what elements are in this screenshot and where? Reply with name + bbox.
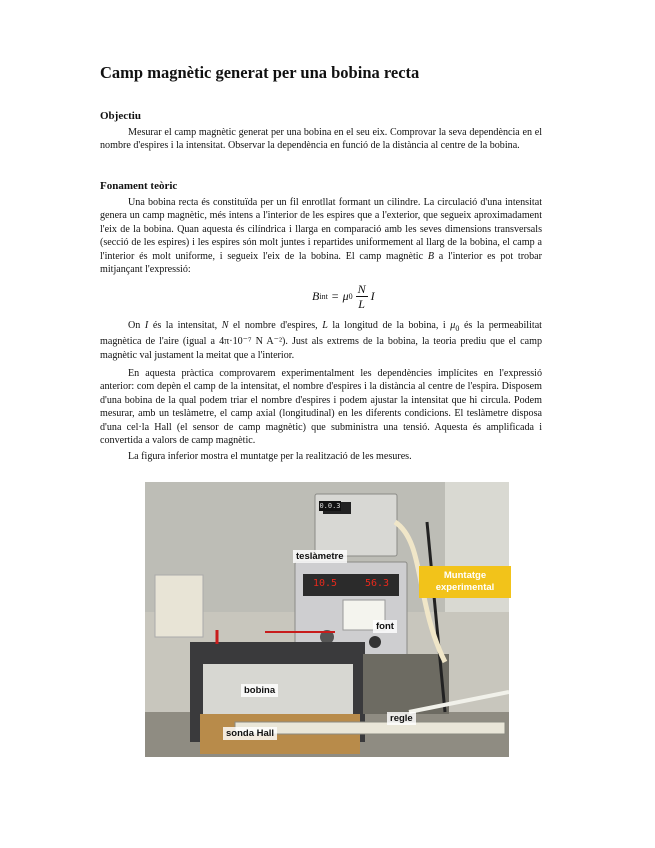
page-title: Camp magnètic generat per una bobina recta: [100, 63, 420, 82]
label-coil: bobina: [241, 684, 278, 697]
objective-heading: Objectiu: [100, 110, 141, 122]
label-teslameter: teslàmetre: [293, 550, 347, 563]
label-ruler: regle: [387, 712, 416, 725]
experimental-setup-photo: [145, 482, 509, 757]
theory-paragraph-3: En aquesta pràctica comprovarem experimentalment les dependències implícites en l'expressió anterior: com depèn el camp de la intensitat, el nombre d'espires i la distància al centre de l'espira. Disposem d'una bobina de la qual podem triar el nombre d'espires i podem ajustar la intensitat que hi circula. Podem mesurar, amb un teslàmetre, el camp axial (longitudinal) en les diferents condicions. El teslàmetre disposa d'una cel·la Hall (el sensor de camp magnètic) que subministra una tensió. Aquesta és amplificada i convertida a valors de camp magnètic.: [100, 368, 542, 447]
theory-paragraph-2: On I és la intensitat, N el nombre d'espires, L la longitud de la bobina, i $\mu_0$ és la permeabilitat magnètica de l'aire (igual a 4π·10⁻⁷ N A⁻²). Just als extrems de la bobina, la teoria prediu que el camp magnètic val justament la meitat que a l'interior.: [100, 320, 542, 361]
setup-illustration: [145, 482, 509, 757]
theory-heading: Fonament teòric: [100, 180, 178, 192]
setup-callout: Muntatge experimental: [419, 566, 511, 598]
teslameter-display: 0.0.3: [319, 502, 341, 510]
supply-current-display: 10.5: [312, 578, 338, 589]
label-hall-probe: sonda Hall: [223, 727, 277, 740]
supply-voltage-display: 56.3: [364, 578, 390, 589]
label-power-supply: font: [373, 620, 397, 633]
theory-paragraph-1: Una bobina recta és constituïda per un fil enrotllat formant un cilindre. La circulació d'una intensitat genera un camp magnètic, més intens a l'interior de les espires que a l'exterior, que segueix aproximadament l'eix de la bobina. Quan aquesta és cilíndrica i llarga en comparació amb les seves dimensions transversals (secció de les espires) i les espires són molt juntes i repartides uniformement al llarg de la bobina, el camp a l'interior és molt uniforme, i segueix l'eix de la bobina. El camp magnètic B a l'interior es pot trobar mitjançant l'expressió:: [100, 197, 542, 276]
theory-paragraph-4: La figura inferior mostra el muntatge per la realització de les mesures.: [128, 451, 412, 462]
objective-text: Mesurar el camp magnètic generat per una bobina en el seu eix. Comprovar la seva dependència en el nombre d'espires i la intensitat. Observar la dependència en funció de la distància al centre de la bobina.: [100, 127, 542, 152]
coil-field-equation: B int = μ 0 $\frac{N}{L}$ I: [312, 282, 375, 311]
